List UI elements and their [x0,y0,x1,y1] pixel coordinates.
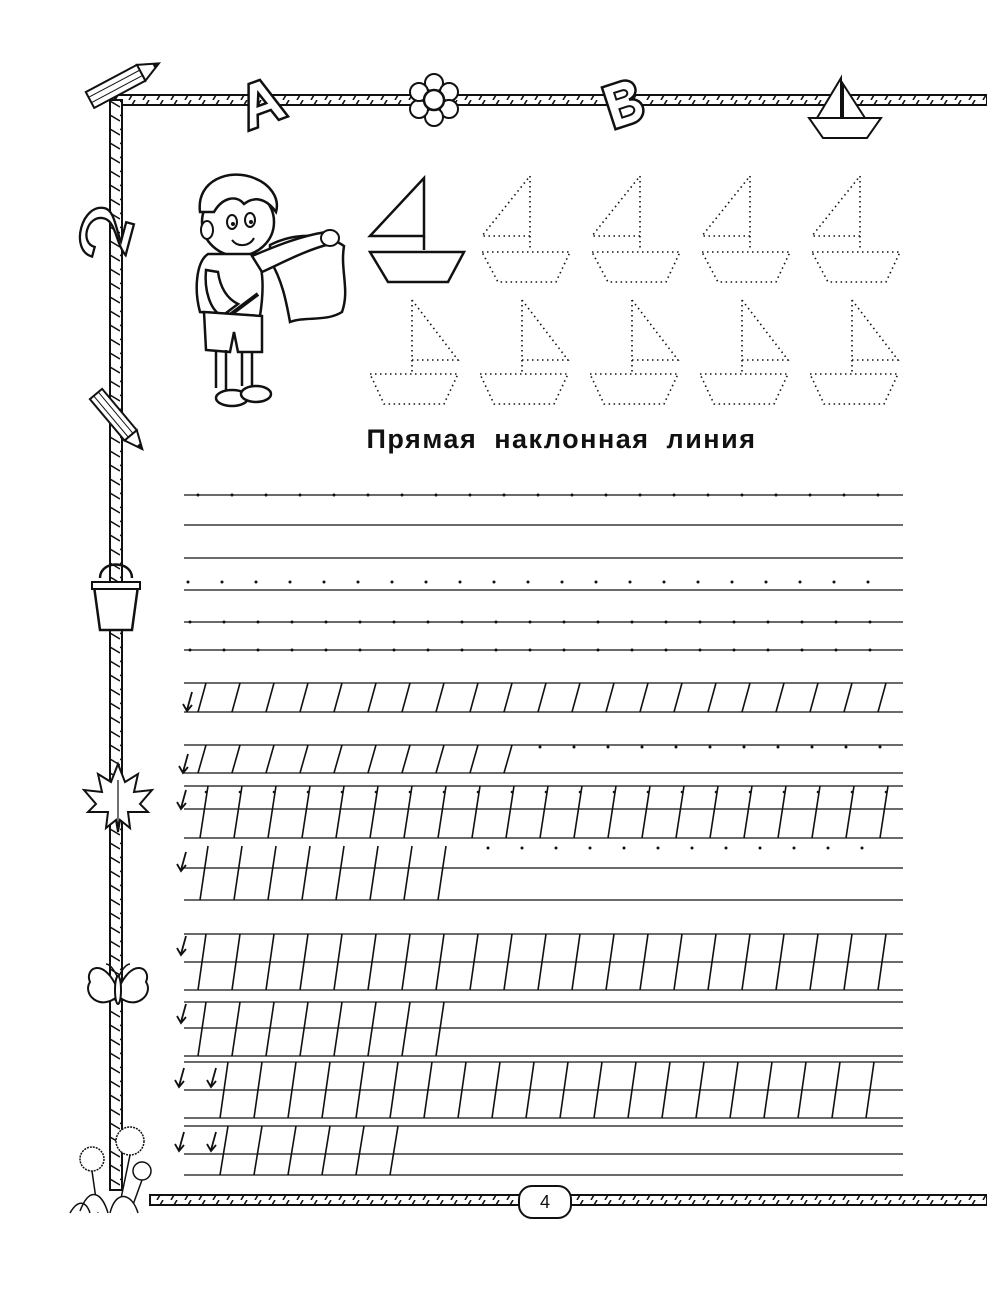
guide-dot [299,494,302,497]
guide-dot [833,581,836,584]
guide-dot [799,581,802,584]
guide-dot [205,791,208,794]
guide-dot [571,494,574,497]
guide-dot [631,621,634,624]
guide-dot [579,791,582,794]
guide-dot [699,621,702,624]
digit-2-icon [75,204,136,265]
slant-line [268,786,276,838]
slant-line [504,745,512,773]
guide-dot [801,621,804,624]
guide-dot [435,494,438,497]
guide-dot [767,649,770,652]
guide-dot [709,746,712,749]
guide-dot [867,581,870,584]
guide-dot [367,494,370,497]
guide-dot [461,649,464,652]
slant-line [504,683,512,712]
guide-dot [715,791,718,794]
slant-line [334,1002,342,1056]
slant-line [336,786,344,838]
guide-dot [425,581,428,584]
slant-line [878,683,886,712]
guide-dot [427,621,430,624]
slant-line [642,786,650,838]
guide-dot [801,649,804,652]
slant-line [812,786,820,838]
guide-dot [817,791,820,794]
slant-line [254,1126,262,1175]
slant-line [322,1126,330,1175]
guide-dot [461,621,464,624]
guide-dot [477,791,480,794]
slant-line [844,683,852,712]
slant-line [438,786,446,838]
slant-line [404,786,412,838]
slant-line [266,683,274,712]
guide-dot [665,621,668,624]
slant-line [402,1002,410,1056]
arrow-down-icon [183,692,192,711]
guide-dot [733,649,736,652]
guide-dot [427,649,430,652]
page-title: Прямая наклонная линия [366,424,757,454]
guide-dot [885,791,888,794]
guide-dot [607,746,610,749]
guide-dot [323,581,326,584]
guide-dot [375,791,378,794]
slant-line [540,786,548,838]
guide-dot [691,847,694,850]
guide-dot [257,621,260,624]
guide-dot [189,621,192,624]
guide-dot [845,746,848,749]
guide-dot [707,494,710,497]
guide-dot [561,581,564,584]
slant-line [674,683,682,712]
guide-dot [289,581,292,584]
guide-dot [325,649,328,652]
slant-line [880,786,888,838]
slant-line [300,745,308,773]
slant-line [470,745,478,773]
guide-dot [741,494,744,497]
page-number: 4 [518,1185,572,1219]
guide-dot [325,621,328,624]
slant-line [266,1002,274,1056]
arrow-down-icon [207,1132,216,1151]
guide-dot [401,494,404,497]
slant-line [300,1002,308,1056]
guide-dot [641,746,644,749]
guide-dot [613,791,616,794]
guide-dot [291,649,294,652]
sailboat-model-icon [370,178,464,282]
guide-dot [783,791,786,794]
slant-line [334,745,342,773]
guide-dot [733,621,736,624]
slant-line [368,1002,376,1056]
guide-dot [639,494,642,497]
letter-v-icon [602,77,647,129]
guide-dot [743,746,746,749]
slant-line [710,786,718,838]
maple-leaf-icon [84,764,152,832]
guide-dot [391,581,394,584]
guide-dot [775,494,778,497]
guide-dot [663,581,666,584]
guide-dot [647,791,650,794]
guide-dot [827,847,830,850]
guide-dot [487,847,490,850]
arrow-down-icon [177,936,186,955]
guide-dot [665,649,668,652]
paper-boat-icon [809,78,881,138]
slant-line [606,683,614,712]
arrow-down-icon [177,790,186,809]
slant-line [402,683,410,712]
guide-dot [359,649,362,652]
guide-dot [697,581,700,584]
guide-dot [675,746,678,749]
slant-line [288,1126,296,1175]
slant-line [506,786,514,838]
slant-line [538,683,546,712]
slant-line [232,683,240,712]
boy-illustration [197,175,345,406]
guide-dot [265,494,268,497]
guide-dot [359,621,362,624]
slant-line [810,683,818,712]
guide-dot [777,746,780,749]
slant-line [232,745,240,773]
slant-line [438,846,446,900]
guide-dot [393,649,396,652]
guide-dot [529,649,532,652]
guide-dot [307,791,310,794]
slant-line [368,745,376,773]
slant-line [370,846,378,900]
slant-line [676,786,684,838]
slant-line [776,683,784,712]
slant-line [404,846,412,900]
guide-dot [197,494,200,497]
guide-dot [223,649,226,652]
writing-practice-area [175,494,903,1176]
guide-dot [597,649,600,652]
guide-dot [273,791,276,794]
guide-dot [257,649,260,652]
guide-dot [539,746,542,749]
guide-dot [869,621,872,624]
guide-dot [511,791,514,794]
slant-line [778,786,786,838]
guide-dot [573,746,576,749]
left-border-rope [110,100,122,1190]
slant-line [370,786,378,838]
guide-dot [879,746,882,749]
slant-line [300,683,308,712]
guide-dot [835,621,838,624]
guide-dot [189,649,192,652]
guide-dot [357,581,360,584]
arrow-down-icon [177,1004,186,1023]
slant-line [744,786,752,838]
guide-dot [495,649,498,652]
slant-line [234,846,242,900]
guide-dot [563,621,566,624]
guide-dot [605,494,608,497]
slant-line [220,1126,228,1175]
guide-dot [767,621,770,624]
guide-dot [595,581,598,584]
guide-dot [869,649,872,652]
slant-line [356,1126,364,1175]
arrow-down-icon [207,1068,216,1087]
arrow-down-icon [175,1068,184,1087]
slant-line [436,1002,444,1056]
guide-dot [231,494,234,497]
arrow-down-icon [175,1132,184,1151]
flower-icon [410,74,458,126]
slant-line [200,846,208,900]
guide-dot [409,791,412,794]
slant-line [336,846,344,900]
guide-dot [589,847,592,850]
guide-dot [811,746,814,749]
guide-dot [749,791,752,794]
guide-dot [341,791,344,794]
guide-dot [393,621,396,624]
guide-dot [563,649,566,652]
slant-line [640,683,648,712]
guide-dot [503,494,506,497]
slant-line [470,683,478,712]
guide-dot [555,847,558,850]
guide-dot [861,847,864,850]
guide-dot [597,621,600,624]
guide-dot [493,581,496,584]
guide-dot [793,847,796,850]
guide-dot [835,649,838,652]
slant-line [234,786,242,838]
guide-dot [657,847,660,850]
slant-line [436,745,444,773]
slant-line [232,1002,240,1056]
guide-dot [731,581,734,584]
dotted-boats-row-2 [370,300,898,404]
guide-dot [809,494,812,497]
slant-line [402,745,410,773]
slant-line [708,683,716,712]
slant-line [302,846,310,900]
slant-line [368,683,376,712]
slant-line [574,786,582,838]
guide-dot [673,494,676,497]
arrow-down-icon [179,754,188,773]
slant-line [200,786,208,838]
guide-dot [529,621,532,624]
guide-dot [629,581,632,584]
slant-line [198,1002,206,1056]
slant-line [436,683,444,712]
slant-line [198,683,206,712]
guide-dot [877,494,880,497]
guide-dot [255,581,258,584]
dotted-boats-row-1 [482,176,900,282]
slant-line [572,683,580,712]
slant-line [608,786,616,838]
guide-dot [537,494,540,497]
slant-line [390,1126,398,1175]
guide-dot [545,791,548,794]
guide-dot [527,581,530,584]
slant-line [846,786,854,838]
guide-dot [681,791,684,794]
guide-dot [765,581,768,584]
guide-dot [623,847,626,850]
guide-dot [495,621,498,624]
slant-line [334,683,342,712]
guide-dot [469,494,472,497]
slant-line [268,846,276,900]
guide-dot [187,581,190,584]
guide-dot [759,847,762,850]
guide-dot [459,581,462,584]
guide-dot [221,581,224,584]
guide-dot [851,791,854,794]
guide-dot [725,847,728,850]
slant-line [742,683,750,712]
guide-dot [699,649,702,652]
guide-dot [843,494,846,497]
guide-dot [223,621,226,624]
slant-line [266,745,274,773]
slant-line [472,786,480,838]
slant-line [302,786,310,838]
guide-dot [291,621,294,624]
slant-line [198,745,206,773]
guide-dot [333,494,336,497]
guide-dot [443,791,446,794]
guide-dot [521,847,524,850]
guide-dot [239,791,242,794]
guide-dot [631,649,634,652]
